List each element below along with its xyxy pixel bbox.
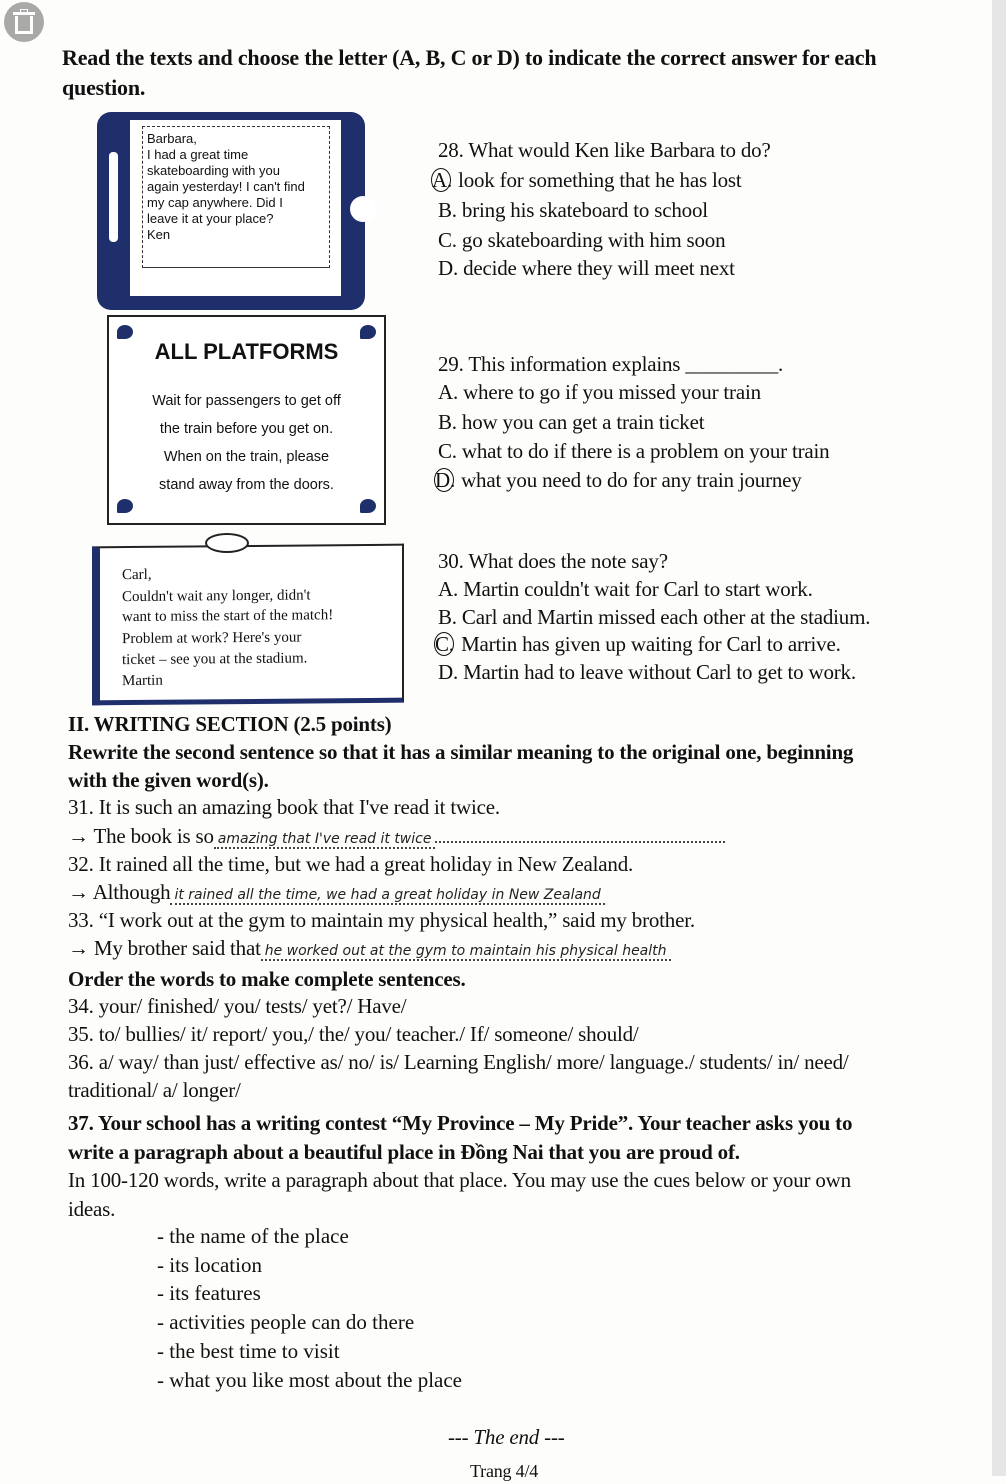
q36: 36. a/ way/ than just/ effective as/ no/ is/ Learning English/ more/ language./ students/ in/ need/: [68, 1050, 849, 1074]
sign-line: the train before you get on.: [159, 421, 334, 437]
note-line: Problem at work? Here's your: [122, 629, 302, 648]
answer-circle: A.: [432, 168, 453, 192]
order-heading: Order the words to make complete sentences.: [68, 967, 466, 991]
option-letter: B.: [438, 410, 457, 434]
option-text: Martin couldn't wait for Carl to start work.: [463, 577, 813, 601]
q28-stem: 28. What would Ken like Barbara to do?: [438, 138, 771, 162]
the-end: --- The end ---: [448, 1425, 565, 1449]
q30-option-d[interactable]: [438, 659, 856, 685]
answer-dots: [435, 827, 725, 843]
scrollbar[interactable]: [992, 0, 1006, 1476]
option-letter: C.: [438, 439, 457, 463]
option-letter: A.: [438, 577, 459, 601]
option-text: where to go if you missed your train: [463, 380, 761, 404]
q30-stem: 30. What does the note say?: [438, 549, 668, 573]
prompt: → Although: [68, 880, 171, 904]
q37-line-3: In 100-120 words, write a paragraph about that place. You may use the cues below or your own: [68, 1168, 851, 1192]
q29-option-d[interactable]: [434, 467, 802, 493]
q28-option-d[interactable]: [438, 255, 735, 281]
cue-item: - what you like most about the place: [157, 1368, 463, 1392]
msg-line: leave it at your place?: [147, 211, 274, 226]
option-text: decide where they will meet next: [463, 256, 735, 280]
note-line: ticket – see you at the stadium.: [122, 650, 308, 669]
option-text: what you need to do for any train journey: [461, 468, 802, 492]
q34: 34. your/ finished/ you/ tests/ yet?/ Have/: [68, 994, 407, 1018]
sign-line: Wait for passengers to get off: [152, 393, 341, 409]
q33-answer-line[interactable]: [68, 935, 671, 964]
sign-line: When on the train, please: [163, 449, 330, 465]
q29-option-b[interactable]: [438, 409, 704, 435]
option-letter: D.: [438, 256, 459, 280]
msg-line: Barbara,: [147, 131, 197, 146]
paper-note: [92, 544, 404, 706]
page-number: Trang 4/4: [470, 1461, 539, 1481]
phone-message: [147, 131, 305, 243]
handwritten-answer: amazing that I've read it twice: [214, 831, 436, 849]
option-text: Martin had to leave without Carl to get to work.: [463, 660, 856, 684]
option-letter: B.: [438, 605, 457, 629]
blank: _________.: [685, 352, 784, 376]
option-letter: B.: [438, 198, 457, 222]
handwritten-answer: it rained all the time, we had a great holiday in New Zealand: [170, 887, 604, 905]
q30-option-c[interactable]: [434, 631, 841, 657]
q28-option-a[interactable]: [431, 167, 742, 193]
q30-option-a[interactable]: [438, 576, 813, 602]
note-line: Couldn't wait any longer, didn't: [122, 587, 311, 606]
q28-option-b[interactable]: [438, 197, 708, 223]
q29-option-a[interactable]: [438, 379, 761, 405]
q31-answer-line[interactable]: [68, 823, 725, 852]
option-letter: C.: [438, 228, 457, 252]
cue-item: - its location: [157, 1253, 262, 1277]
msg-line: skateboarding with you: [147, 163, 280, 178]
cue-item: - its features: [157, 1281, 261, 1305]
q37-line-4: ideas.: [68, 1197, 116, 1221]
q31-stem: 31. It is such an amazing book that I've read it twice.: [68, 795, 500, 819]
answer-circle: C.: [435, 632, 454, 656]
note-line: Carl,: [122, 566, 152, 584]
option-text: look for something that he has lost: [458, 168, 742, 192]
writing-heading: II. WRITING SECTION (2.5 points): [68, 712, 392, 736]
msg-line: Ken: [147, 227, 171, 242]
platform-sign: [107, 315, 386, 525]
q29-stem: [438, 351, 783, 377]
instruction-line-2: question.: [62, 75, 146, 100]
option-text: go skateboarding with him soon: [461, 228, 726, 252]
q36-cont: traditional/ a/ longer/: [68, 1078, 241, 1102]
option-letter: A.: [438, 380, 459, 404]
cue-item: - activities people can do there: [157, 1310, 415, 1334]
option-text: Martin has given up waiting for Carl to arrive.: [461, 632, 841, 656]
cue-item: - the name of the place: [157, 1224, 349, 1248]
option-text: what to do if there is a problem on your train: [461, 439, 830, 463]
msg-line: I had a great time: [147, 147, 249, 162]
q32-answer-line[interactable]: [68, 879, 605, 908]
sign-title: ALL PLATFORMS: [154, 339, 339, 364]
option-text: bring his skateboard to school: [461, 198, 708, 222]
phone-message-illustration: [97, 112, 365, 310]
q30-option-b[interactable]: [438, 604, 870, 630]
delete-button[interactable]: [4, 2, 44, 42]
q37-line-2: write a paragraph about a beautiful place in Đồng Nai that you are proud of.: [68, 1140, 740, 1164]
rewrite-instruction: Rewrite the second sentence so that it has a similar meaning to the original one, beginning: [68, 740, 854, 764]
msg-line: again yesterday! I can't find: [147, 179, 305, 194]
option-text: Carl and Martin missed each other at the stadium.: [461, 605, 871, 629]
stem-text: 29. This information explains: [438, 352, 681, 376]
handwritten-answer: he worked out at the gym to maintain his physical health: [261, 943, 671, 961]
rewrite-instruction-2: with the given word(s).: [68, 768, 269, 792]
q37-line-1: 37. Your school has a writing contest “My Province – My Pride”. Your teacher asks you to: [68, 1111, 853, 1135]
prompt: → My brother said that: [68, 936, 261, 960]
option-letter: D.: [438, 660, 459, 684]
q33-stem: 33. “I work out at the gym to maintain my physical health,” said my brother.: [68, 908, 695, 932]
q32-stem: 32. It rained all the time, but we had a great holiday in New Zealand.: [68, 852, 634, 876]
paperclip-icon: [205, 533, 249, 553]
prompt: → The book is so: [68, 824, 214, 848]
note-line: want to miss the start of the match!: [122, 607, 334, 626]
msg-line: my cap anywhere. Did I: [147, 195, 283, 210]
option-text: how you can get a train ticket: [461, 410, 705, 434]
q35: 35. to/ bullies/ it/ report/ you,/ the/ you/ teacher./ If/ someone/ should/: [68, 1022, 639, 1046]
q29-option-c[interactable]: [438, 438, 829, 464]
sign-line: stand away from the doors.: [159, 477, 334, 493]
answer-circle: D.: [435, 468, 456, 492]
instruction-line-1: Read the texts and choose the letter (A, B, C or D) to indicate the correct answer for each: [62, 45, 877, 70]
cue-item: - the best time to visit: [157, 1339, 340, 1363]
note-line: Martin: [122, 672, 163, 690]
q28-option-c[interactable]: [438, 227, 725, 253]
